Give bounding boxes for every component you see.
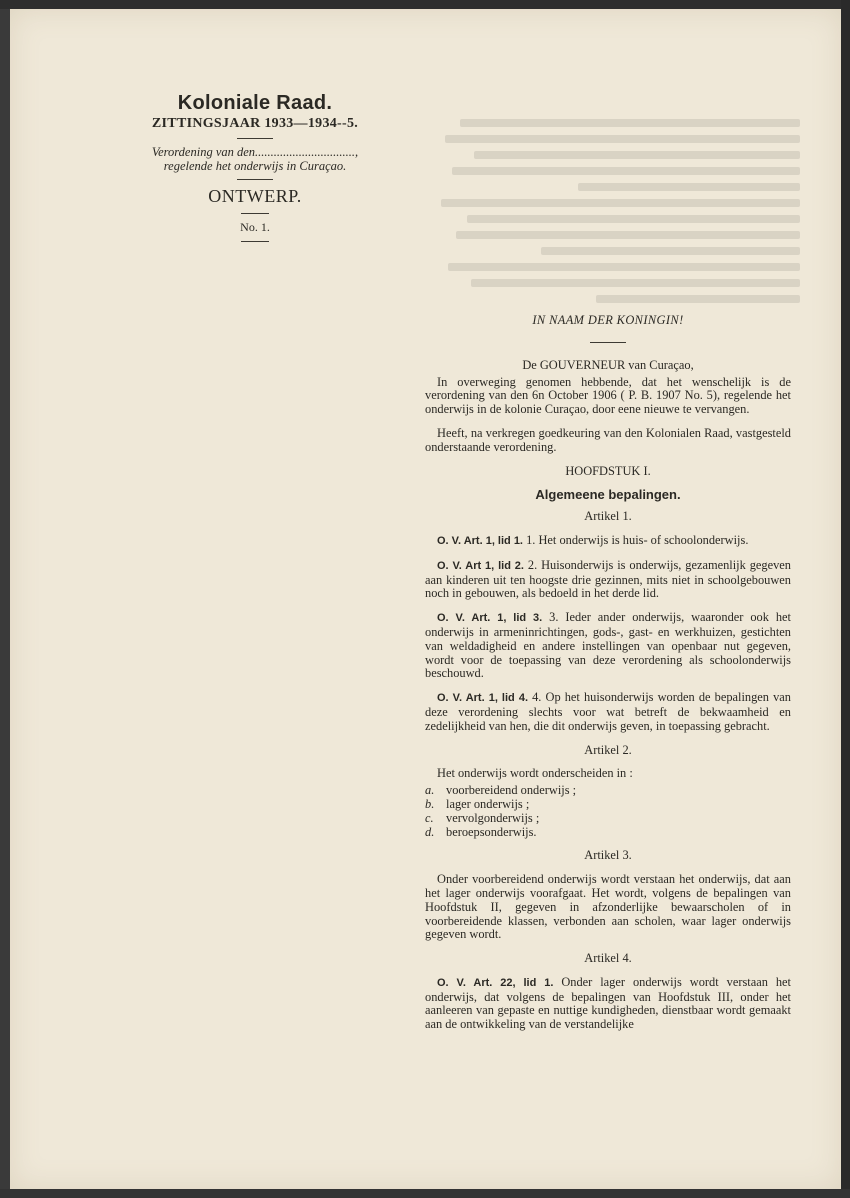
header-rule [237, 138, 273, 139]
article-2-intro: Het onderwijs wordt onderscheiden in : [437, 766, 633, 781]
legal-reference: O. V. Art. 1, lid 1. [437, 534, 523, 547]
list-item: d. beroepsonderwijs. [425, 824, 537, 839]
scan-border-right [841, 0, 850, 1198]
legal-reference: O. V. Art. 1, lid 3. [437, 612, 543, 625]
list-item: a. voorbereidend onderwijs ; [425, 783, 577, 798]
governor-line: De GOUVERNEUR van Curaçao, [522, 357, 694, 372]
header-rule [241, 213, 269, 214]
article-4-heading: Artikel 4. [584, 951, 632, 966]
header-rule [241, 241, 269, 242]
article-1-paragraph-2: O. V. Art 1, lid 2. 2. Huisonderwijs is onderwijs, gezamenlijk gegeven aan kinderen uit ten hoogste drie gezinnen, mits niet in schoolgebouwen noch in gebouwen, als bedoeld in het derde lid. [425, 557, 792, 601]
article-4-text: O. V. Art. 22, lid 1. Onder lager onderwijs wordt verstaan het onderwijs, dat volgens de bepalingen van Hoofdstuk III, onder het aanleeren van gepaste en nuttige kundigheden, dienstbaar wordt gemaakt aan de ontwikkeling van de verstandelijke [425, 974, 791, 1032]
document-number: No. 1. [240, 220, 270, 234]
education-types-list [425, 784, 791, 839]
article-1-paragraph-3: O. V. Art. 1, lid 3. 3. Ieder ander onderwijs, waaronder ook het onderwijs in armeninrichtingen, gods-, gast- en werkhuizen, gestichten van weldadigheid en andere instellingen van openbaar nut gegeven, wordt voor de toepassing van deze verordening als schoolonderwijs beschouwd. [425, 610, 791, 681]
article-1-heading: Artikel 1. [584, 509, 632, 524]
article-3-heading: Artikel 3. [584, 848, 632, 863]
header-rule [237, 179, 273, 180]
body-rule [590, 342, 626, 343]
legal-reference: O. V. Art. 22, lid 1. [437, 976, 554, 989]
council-title: Koloniale Raad. [177, 92, 333, 114]
chapter-title: Algemeene bepalingen. [535, 487, 681, 503]
legal-reference: O. V. Art. 1, lid 4. [437, 692, 528, 705]
ordinance-line-2: regelende het onderwijs in Curaçao. [163, 159, 347, 173]
invocation: IN NAAM DER KONINGIN! [532, 313, 684, 327]
list-item: c. vervolgonderwijs ; [425, 810, 540, 825]
session-year: ZITTINGSJAAR 1933—1934--5. [151, 116, 359, 131]
legal-reference: O. V. Art 1, lid 2. [437, 559, 524, 572]
preamble: In overweging genomen hebbende, dat het wenschelijk is de verordening van den 6n October 1906 ( P. B. 1907 No. 5), regelende het onderwijs in de kolonie Curaçao, door eene nieuwe te vervangen. [425, 374, 791, 417]
article-1-paragraph-1: O. V. Art. 1, lid 1. 1. Het onderwijs is huis- of schoolonderwijs. [437, 532, 749, 547]
article-1-paragraph-4: O. V. Art. 1, lid 4. 4. Op het huisonderwijs worden de bepalingen van deze verordening slechts voor wat betreft de bekwaamheid en zedelijkheid van hen, die dit onderwijs geven, in toepassing gebracht. [425, 690, 791, 733]
ordinance-line-1: Verordening van den................................, [151, 145, 359, 159]
chapter-heading: HOOFDSTUK I. [565, 463, 651, 478]
ordinance-body [425, 314, 791, 1042]
scan-border-bottom [0, 1189, 850, 1198]
list-item: b. lager onderwijs ; [425, 796, 530, 811]
document-header [120, 92, 390, 248]
scan-border-top [0, 0, 850, 9]
enactment: Heeft, na verkregen goedkeuring van den Kolonialen Raad, vastgesteld onderstaande verordening. [425, 425, 791, 454]
article-3-text: Onder voorbereidend onderwijs wordt verstaan het onderwijs, dat aan het lager onderwijs voorafgaat. Het wordt, volgens de bepalingen van Hoofdstuk II, gegeven in afzonderlijke bewaarscholen of in voorbereidende klassen, verbonden aan scholen, waar lager onderwijs gegeven wordt. [425, 872, 791, 942]
draft-label: ONTWERP. [208, 186, 302, 206]
article-2-heading: Artikel 2. [584, 742, 632, 757]
